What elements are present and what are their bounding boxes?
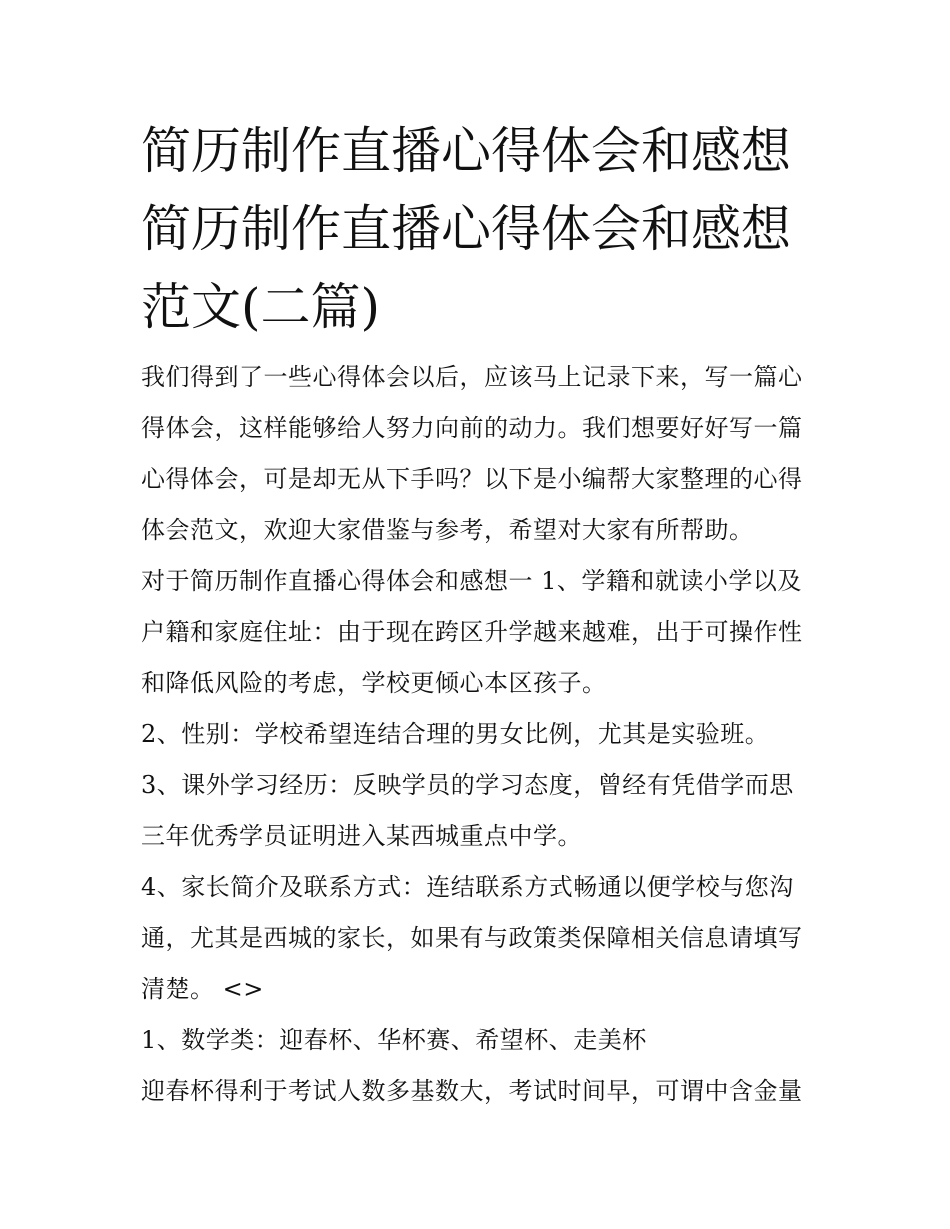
intro-paragraph	[141, 352, 813, 556]
text-line: 清楚。 <>	[141, 975, 264, 1003]
body-paragraph	[141, 862, 813, 1015]
text-line: 户籍和家庭住址：由于现在跨区升学越来越难，出于可操作性	[141, 618, 803, 646]
text-line: 3、课外学习经历：反映学员的学习态度，曾经有凭借学而思	[141, 771, 794, 799]
title-line: 简历制作直播心得体会和感想	[141, 122, 791, 180]
body-paragraph	[141, 709, 813, 760]
body-paragraph	[141, 1066, 813, 1117]
text-line: 通，尤其是西城的家长，如果有与政策类保障相关信息请填写	[141, 924, 803, 952]
text-line: 心得体会，可是却无从下手吗？以下是小编帮大家整理的心得	[141, 465, 803, 493]
text-line: 对于简历制作直播心得体会和感想一 1、学籍和就读小学以及	[141, 567, 802, 595]
text-line: 1、数学类：迎春杯、华杯赛、希望杯、走美杯	[141, 1026, 647, 1054]
text-line: 得体会，这样能够给人努力向前的动力。我们想要好好写一篇	[141, 414, 803, 442]
document-page	[141, 112, 813, 1117]
text-line: 2、性别：学校希望连结合理的男女比例，尤其是实验班。	[141, 720, 770, 748]
text-line: 我们得到了一些心得体会以后，应该马上记录下来，写一篇心	[141, 363, 803, 391]
text-line: 4、家长简介及联系方式：连结联系方式畅通以便学校与您沟	[141, 873, 794, 901]
text-line: 体会范文，欢迎大家借鉴与参考，希望对大家有所帮助。	[141, 516, 754, 544]
title-line: 简历制作直播心得体会和感想	[141, 200, 791, 258]
document-title	[141, 112, 813, 346]
body-paragraph	[141, 1015, 813, 1066]
title-line: 范文(二篇)	[141, 278, 381, 336]
body-paragraph	[141, 556, 813, 709]
text-line: 三年优秀学员证明进入某西城重点中学。	[141, 822, 582, 850]
text-line: 和降低风险的考虑，学校更倾心本区孩子。	[141, 669, 607, 697]
body-paragraph	[141, 760, 813, 862]
text-line: 迎春杯得利于考试人数多基数大，考试时间早，可谓中含金量	[141, 1077, 803, 1105]
